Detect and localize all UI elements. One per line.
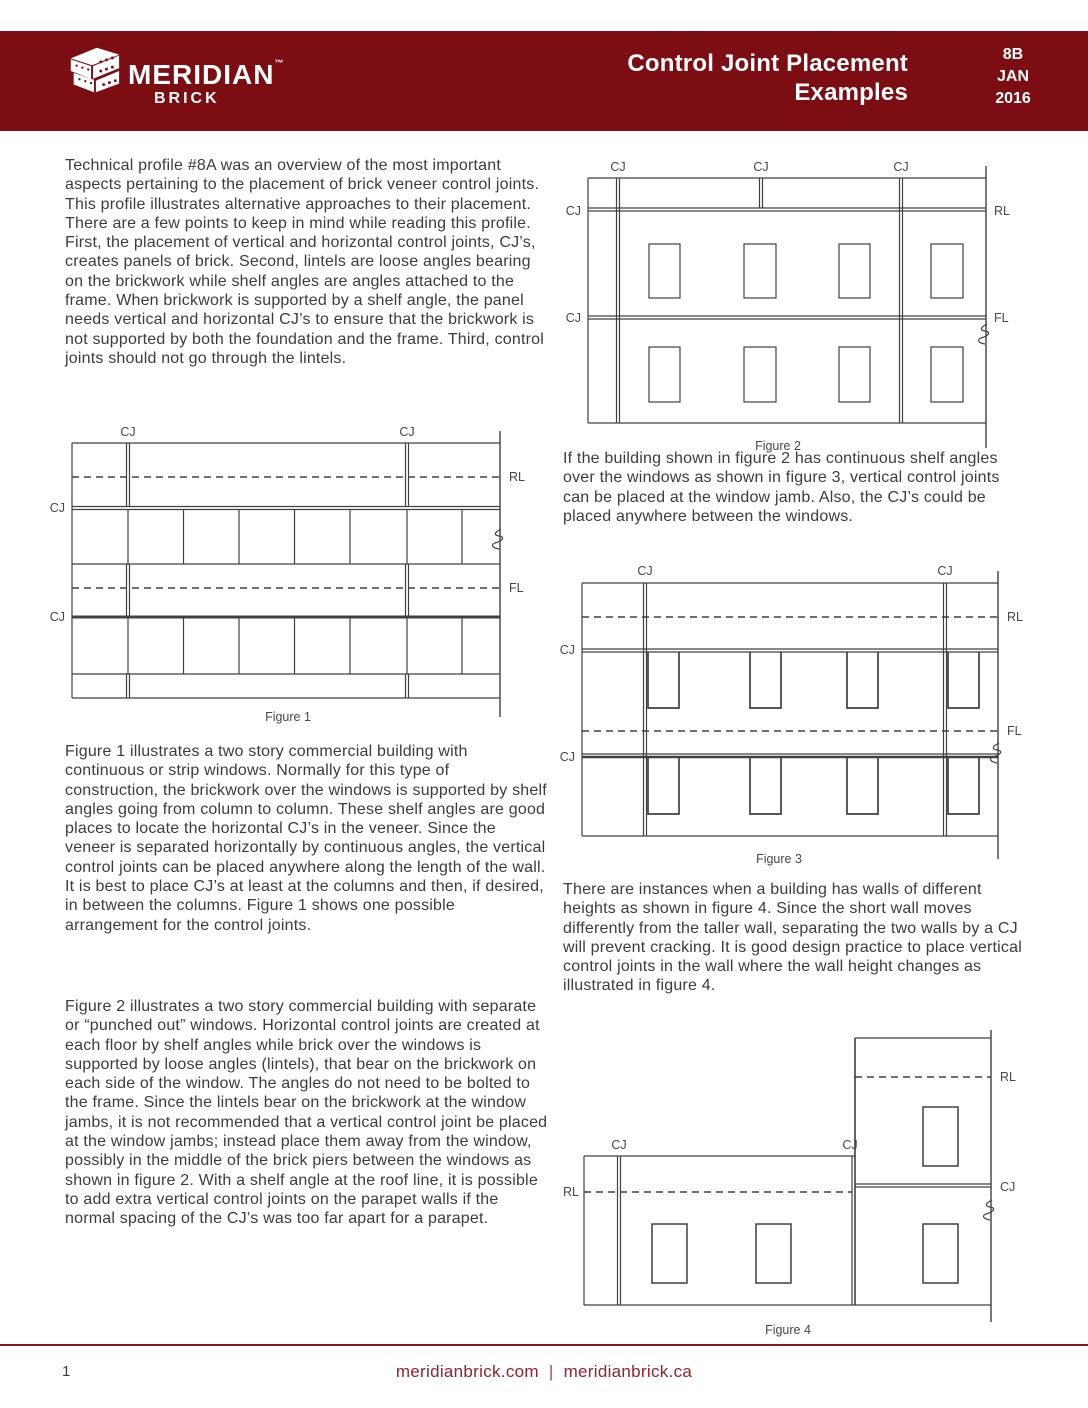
- document-code-block: [984, 44, 1042, 110]
- paragraph-figure4: There are instances when a building has walls of different heights as shown in figure 4. Since the short wall moves differently from the taller wall, separating the two walls by a CJ will prevent cracking. It is good design practice to place vertical control joints in the wall where the wall height changes as illustrated in figure 4.: [563, 881, 1022, 995]
- doc-month: JAN: [996, 68, 1029, 85]
- page-number: 1: [62, 1363, 71, 1380]
- windows-upper: [648, 652, 979, 708]
- figure-2-caption: Figure 2: [755, 439, 801, 453]
- rl-label: RL: [563, 1185, 579, 1199]
- trademark-symbol: ™: [274, 58, 284, 68]
- rl-label: RL: [994, 204, 1010, 218]
- wall-break-squiggle: [990, 743, 1000, 763]
- figure-3-labels: [560, 564, 1023, 866]
- title-line-1: Control Joint Placement: [627, 50, 908, 77]
- cj-label: CJ: [559, 750, 575, 764]
- cj-label: CJ: [610, 160, 626, 174]
- footer-divider: [0, 1344, 1088, 1346]
- paragraph-figure3: If the building shown in figure 2 has continuous shelf angles over the windows as shown in figure 3, vertical control joints can be placed at the window jamb. Also, the CJ’s could be placed anywhere between the windows.: [563, 450, 1000, 525]
- cj-label: CJ: [565, 204, 581, 218]
- meridian-brick-logo: [64, 40, 283, 108]
- cj-label: CJ: [893, 160, 909, 174]
- cj-label: CJ: [637, 564, 653, 578]
- cj-label: CJ: [399, 425, 415, 439]
- figure-2-diagram: [553, 158, 1065, 458]
- cj-label: CJ: [49, 610, 65, 624]
- vertical-control-joints: [617, 178, 903, 423]
- wall-break-squiggle: [492, 529, 502, 549]
- logo-text: [128, 40, 283, 108]
- wall-break-squiggle: [983, 1200, 993, 1220]
- figure-4-lines: [584, 1030, 994, 1322]
- vertical-control-joint: [618, 1156, 621, 1305]
- cj-label: CJ: [1000, 1180, 1016, 1194]
- brick-stack-icon: [64, 42, 122, 100]
- figure-4-labels: [563, 1070, 1016, 1337]
- figure-2-lines: [588, 166, 989, 448]
- windows-lower: [649, 347, 963, 402]
- footer-links: [0, 1362, 1088, 1382]
- rl-label: RL: [1007, 610, 1023, 624]
- page-title: [488, 49, 908, 107]
- figure-1-caption: Figure 1: [265, 710, 311, 724]
- meridianbrick-com-link[interactable]: meridianbrick.com: [395, 1362, 539, 1381]
- wall-break-squiggle: [978, 324, 988, 344]
- paragraph-figure2: Figure 2 illustrates a two story commercial building with separate or “punched out” windows. Horizontal control joints are created at each floor by shelf angles while brick over the windows is supported by loose angles (lintels), that bear on the brickwork on each side of the window. The angles do not need to be bolted to the frame. Since the lintels bear on the brickwork at the window jambs, it is not recommended that a vertical control joint be placed at the window jambs; instead place them away from the window, possibly in the middle of the brick piers between the windows as shown in figure 2. With a shelf angle at the roof line, it is possible to add extra vertical control joints on the parapet walls if the normal spacing of the CJ’s was too far apart for a parapet.: [65, 998, 548, 1228]
- fl-label: FL: [509, 581, 524, 595]
- windows-lower: [648, 757, 979, 814]
- figure-3-caption: Figure 3: [756, 852, 802, 866]
- cj-label: CJ: [937, 564, 953, 578]
- meridianbrick-ca-link[interactable]: meridianbrick.ca: [563, 1362, 693, 1381]
- figure-1-diagram: [40, 425, 540, 727]
- rl-label: RL: [1000, 1070, 1016, 1084]
- cj-label: CJ: [753, 160, 769, 174]
- vertical-control-joints: [127, 443, 409, 698]
- figure-3-diagram: [553, 563, 1065, 870]
- logo-wordmark: [128, 48, 283, 90]
- doc-code: 8B: [1002, 46, 1024, 63]
- fl-label: FL: [994, 311, 1009, 325]
- windows: [652, 1107, 958, 1283]
- figure-3-lines: [582, 571, 1001, 859]
- window-mullions: [128, 510, 462, 675]
- rl-label: RL: [509, 470, 525, 484]
- cj-label: CJ: [49, 501, 65, 515]
- paragraph-figure1: Figure 1 illustrates a two story commercial building with continuous or strip windows. Normally for this type of construction, the brickwork over the windows is supported by shelf angles going from column to column. These shelf angles are good places to locate the horizontal CJ’s in the veneer. Since the veneer is separated horizontally by continuous angles, the vertical control joints can be placed anywhere along the length of the wall. It is best to place CJ’s at least at the columns and then, if desired, in between the columns. Figure 1 shows one possible arrangement for the control joints.: [65, 743, 547, 934]
- figure-2-labels: [566, 160, 1010, 453]
- cj-label: CJ: [565, 311, 581, 325]
- title-line-2: Examples: [794, 79, 908, 106]
- cj-label: CJ: [120, 425, 136, 439]
- figure-4-caption: Figure 4: [765, 1323, 811, 1337]
- figure-4-diagram: [553, 1030, 1065, 1342]
- vertical-control-joints: [644, 583, 947, 836]
- doc-year: 2016: [995, 90, 1031, 107]
- header-bar: [0, 31, 1088, 131]
- cj-label: CJ: [559, 643, 575, 657]
- figure-1-lines: [72, 431, 503, 717]
- paragraph-intro: Technical profile #8A was an overview of the most important aspects pertaining to the placement of brick veneer control joints. This profile illustrates alternative approaches to their placement. There are a few points to keep in mind while reading this profile. First, the placement of vertical and horizontal control joints, CJ’s, creates panels of brick. Second, lintels are loose angles bearing on the brickwork while shelf angles are angles attached to the frame. When brickwork is supported by a shelf angle, the panel needs vertical and horizontal CJ’s to ensure that the brickwork is not supported by both the foundation and the frame. Third, control joints should not go through the lintels.: [65, 157, 544, 367]
- cj-label: CJ: [611, 1138, 627, 1152]
- cj-label: CJ: [842, 1138, 858, 1152]
- windows-upper: [649, 244, 963, 298]
- fl-label: FL: [1007, 724, 1022, 738]
- logo-word: MERIDIAN: [128, 59, 275, 90]
- figure-1-labels: [50, 425, 525, 724]
- footer-separator: |: [548, 1362, 554, 1381]
- logo-subtext: BRICK: [154, 90, 220, 107]
